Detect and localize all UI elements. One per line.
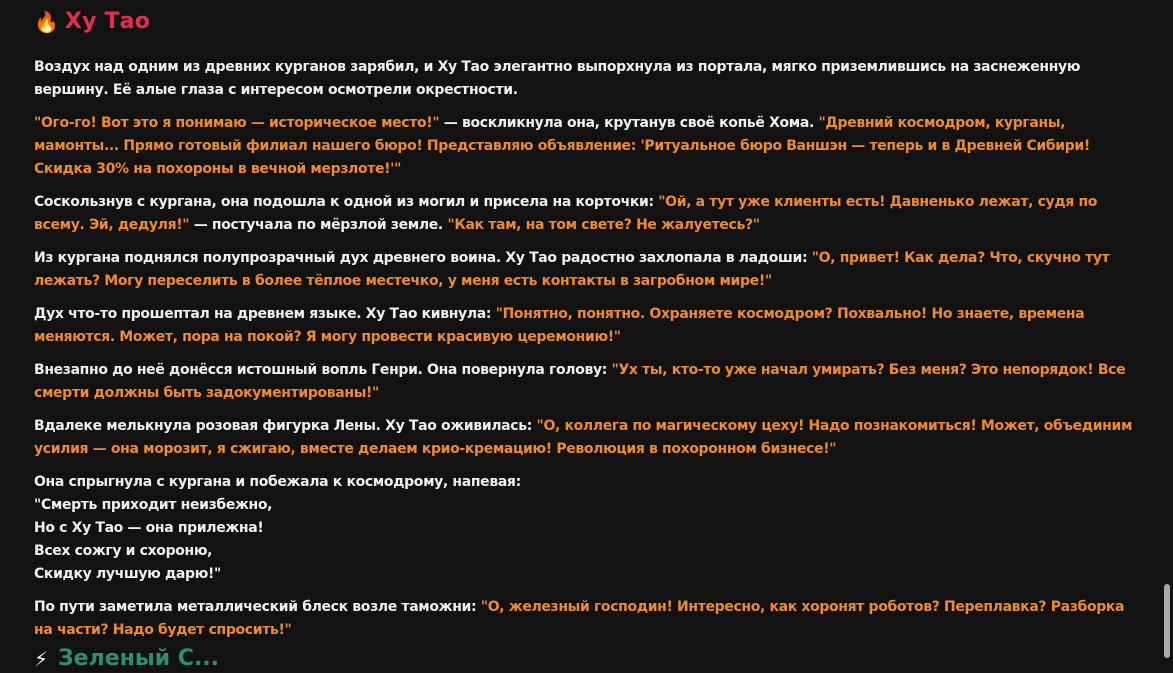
fire-icon: 🔥 xyxy=(34,10,59,34)
narration-text: — постучала по мёрзлой земле. xyxy=(189,217,448,233)
message-paragraph xyxy=(34,596,1134,642)
message-paragraph xyxy=(34,56,1134,102)
dialogue-quote: "Ух ты, кто-то уже начал умирать? Без меня? Это непорядок! Все смерти должны быть задокументированы!" xyxy=(34,362,1126,401)
dialogue-quote: "О, коллега по магическому цеху! Надо познакомиться! Может, объединим усилия — она морозит, я сжигаю, вместе делаем крио-кремацию! Революция в похоронном бизнесе!" xyxy=(34,418,1133,457)
narration-text: Воздух над одним из древних курганов зарябил, и Ху Тао элегантно выпорхнула из портала, мягко приземлившись на заснеженную вершину. Её алые глаза с интересом осмотрели окрестности. xyxy=(34,59,1081,98)
scrollbar-thumb[interactable] xyxy=(1164,584,1170,658)
narration-text: Вдалеке мелькнула розовая фигурка Лены. Ху Тао оживилась: xyxy=(34,418,537,434)
dialogue-quote: "О, железный господин! Интересно, как хоронят роботов? Переплавка? Разборка на части? Надо будет спросить!" xyxy=(34,599,1125,638)
message-paragraph xyxy=(34,191,1134,237)
next-speaker-name[interactable]: Зеленый С... xyxy=(58,646,220,671)
narration-text: Скидку лучшую дарю!" xyxy=(34,566,221,582)
vertical-scrollbar[interactable] xyxy=(1160,0,1173,658)
message-paragraph xyxy=(34,415,1134,461)
message-body xyxy=(34,56,1134,652)
speaker-name[interactable]: Ху Тао xyxy=(64,9,151,34)
message-paragraph xyxy=(34,359,1134,405)
narration-text: Из кургана поднялся полупрозрачный дух древнего воина. Ху Тао радостно захлопала в ладоши: xyxy=(34,250,812,266)
narration-text: "Смерть приходит неизбежно, xyxy=(34,497,273,513)
message-paragraph xyxy=(34,112,1134,181)
next-message-header xyxy=(34,645,219,673)
message-paragraph xyxy=(34,471,1134,586)
narration-text: Соскользнув с кургана, она подошла к одной из могил и присела на корточки: xyxy=(34,194,659,210)
message-paragraph xyxy=(34,303,1134,349)
narration-text: Дух что-то прошептал на древнем языке. Ху Тао кивнула: xyxy=(34,306,496,322)
dialogue-quote: "Древний космодром, курганы, мамонты... Прямо готовый филиал нашего бюро! Представляю объявление: 'Ритуальное бюро Ваншэн — теперь и в Древней Сибири! Скидка 30% на похороны в вечной мерзлоте!'" xyxy=(34,115,1090,177)
dialogue-quote: "Понятно, понятно. Охраняете космодром? Похвально! Но знаете, времена меняются. Может, пора на покой? Я могу провести красивую церемонию!" xyxy=(34,306,1085,345)
message-header xyxy=(34,6,150,38)
dialogue-quote: "Как там, на том свете? Не жалуетесь?" xyxy=(447,217,760,233)
narration-text: Она спрыгнула с кургана и побежала к космодрому, напевая: xyxy=(34,474,521,490)
narration-text: По пути заметила металлический блеск возле таможни: xyxy=(34,599,481,615)
lightning-icon: ⚡ xyxy=(34,647,49,671)
message-paragraph xyxy=(34,247,1134,293)
dialogue-quote: "О, привет! Как дела? Что, скучно тут лежать? Могу переселить в более тёплое местечко, у меня есть контакты в загробном мире!" xyxy=(34,250,1110,289)
narration-text: Всех сожгу и схороню, xyxy=(34,543,213,559)
dialogue-quote: "Ой, а тут уже клиенты есть! Давненько лежат, судя по всему. Эй, дедуля!" xyxy=(34,194,1098,233)
dialogue-quote: "Ого-го! Вот это я понимаю — историческое место!" xyxy=(34,115,440,131)
narration-text: — воскликнула она, крутанув своё копьё Хома. xyxy=(439,115,819,131)
narration-text: Но с Ху Тао — она прилежна! xyxy=(34,520,264,536)
narration-text: Внезапно до неё донёсся истошный вопль Генри. Она повернула голову: xyxy=(34,362,612,378)
